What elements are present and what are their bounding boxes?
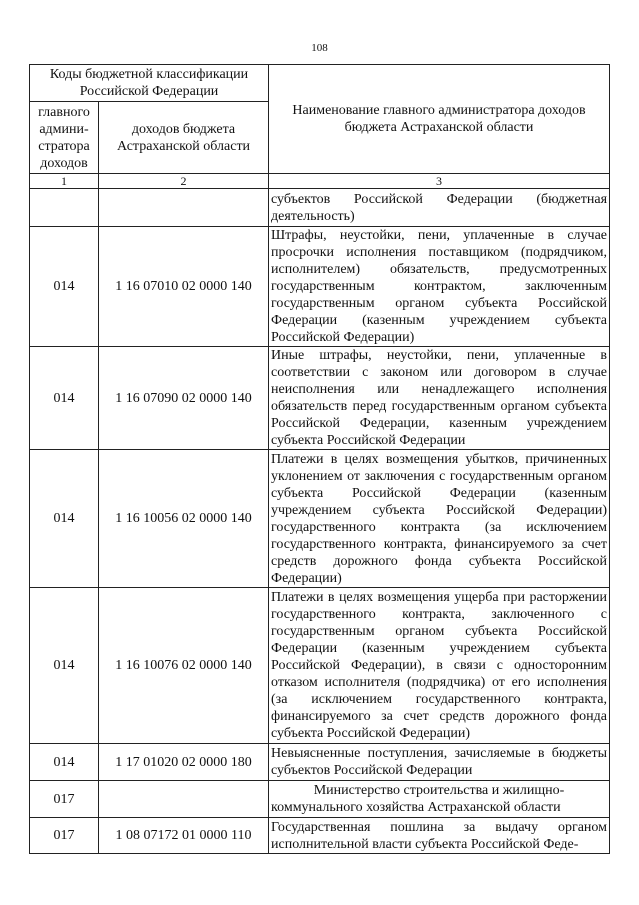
income-code xyxy=(99,781,269,818)
header-col3-title: Наименование главного администратора доходов бюджета Астраханской области xyxy=(269,65,610,174)
table-row xyxy=(30,588,610,744)
col-number-1: 1 xyxy=(30,174,99,189)
admin-code: 014 xyxy=(30,588,99,744)
admin-code xyxy=(30,189,99,227)
revenue-name: Платежи в целях возмещения ущерба при расторжении государственного контракта, заключенного с государственным органом субъекта Российской Федерации (казенным учреждением субъекта Российской Федерации), в связи с односторонним отказом исполнителя (подрядчика) от его исполнения (за исключением государственного контракта, финансируемого за счет средств дорожного фонда субъекта Российской Федерации) xyxy=(269,588,610,744)
admin-code: 014 xyxy=(30,347,99,450)
revenue-name: Невыясненные поступления, зачисляемые в бюджеты субъектов Российской Федерации xyxy=(269,744,610,781)
income-code: 1 16 10076 02 0000 140 xyxy=(99,588,269,744)
income-code: 1 16 07010 02 0000 140 xyxy=(99,227,269,347)
administrator-name: Министерство строительства и жилищно-коммунального хозяйства Астраханской области xyxy=(269,781,610,818)
col-number-3: 3 xyxy=(269,174,610,189)
income-code: 1 16 10056 02 0000 140 xyxy=(99,450,269,588)
table-row xyxy=(30,818,610,854)
income-code: 1 16 07090 02 0000 140 xyxy=(99,347,269,450)
revenue-name: Государственная пошлина за выдачу органом исполнительной власти субъекта Российской Феде- xyxy=(269,818,610,854)
admin-code: 017 xyxy=(30,781,99,818)
col-number-2: 2 xyxy=(99,174,269,189)
page-number: 108 xyxy=(311,42,328,54)
header-col1-title: главного админи-стратора доходов xyxy=(30,102,99,174)
table-row xyxy=(30,347,610,450)
table-row xyxy=(30,744,610,781)
table-row xyxy=(30,189,610,227)
table-row xyxy=(30,227,610,347)
income-code: 1 08 07172 01 0000 110 xyxy=(99,818,269,854)
revenue-name: Платежи в целях возмещения убытков, причиненных уклонением от заключения с государственным органом субъекта Российской Федерации (казенным учреждением субъекта Российской Федерации) государственного контракта (за исключением государственного контракта, финансируемого за счет средств дорожного фонда субъекта Российской Федерации) xyxy=(269,450,610,588)
budget-classification-table xyxy=(29,64,610,854)
table-row xyxy=(30,450,610,588)
revenue-name: Иные штрафы, неустойки, пени, уплаченные в соответствии с законом или договором в случае неисполнения или ненадлежащего исполнения обязательств перед государственным органом субъекта Российской Федерации, казенным учреждением субъекта Российской Федерации xyxy=(269,347,610,450)
revenue-name: субъектов Российской Федерации (бюджетная деятельность) xyxy=(269,189,610,227)
revenue-name: Штрафы, неустойки, пени, уплаченные в случае просрочки исполнения поставщиком (подрядчиком, исполнителем) обязательств, предусмотренных государственным контрактом, заключенным государственным органом субъекта Российской Федерации (казенным учреждением субъекта Российской Федерации) xyxy=(269,227,610,347)
admin-code: 017 xyxy=(30,818,99,854)
admin-code: 014 xyxy=(30,450,99,588)
admin-code: 014 xyxy=(30,744,99,781)
table-row xyxy=(30,781,610,818)
header-col2-title: доходов бюджета Астраханской области xyxy=(99,102,269,174)
header-group-title: Коды бюджетной классификации Российской Федерации xyxy=(30,65,269,102)
income-code: 1 17 01020 02 0000 180 xyxy=(99,744,269,781)
income-code xyxy=(99,189,269,227)
admin-code: 014 xyxy=(30,227,99,347)
